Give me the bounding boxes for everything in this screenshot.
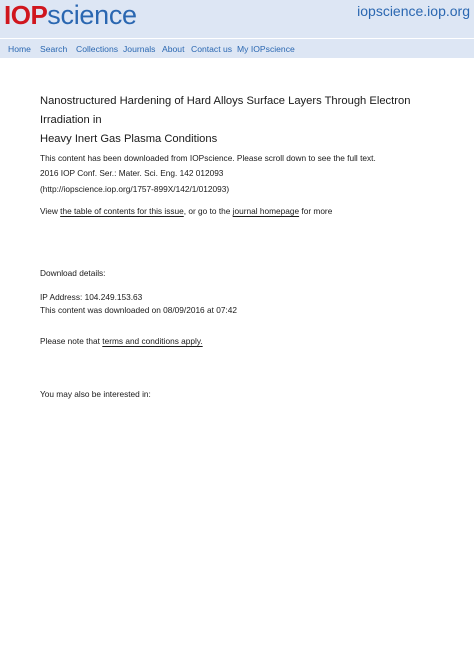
header-banner — [0, 0, 474, 38]
iopscience-logo[interactable] — [4, 2, 137, 36]
nav-contact-us[interactable]: Contact us — [191, 44, 233, 54]
view-suffix: for more — [301, 206, 333, 216]
download-timestamp: This content was downloaded on 08/09/2016 at 07:42 — [40, 305, 237, 315]
logo-science-text: science — [47, 0, 137, 30]
view-middle: , or go to the — [183, 206, 231, 216]
nav-home[interactable]: Home — [8, 44, 31, 54]
ip-address: IP Address: 104.249.153.63 — [40, 292, 143, 302]
nav-about[interactable]: About — [162, 44, 185, 54]
nav-bar — [0, 38, 474, 58]
nav-search[interactable]: Search — [40, 44, 68, 54]
view-line — [40, 206, 332, 216]
download-details-heading: Download details: — [40, 268, 106, 278]
nav-journals[interactable]: Journals — [123, 44, 156, 54]
article-url: (http://iopscience.iop.org/1757-899X/142/1/012093) — [40, 184, 230, 194]
terms-prefix: Please note that — [40, 336, 100, 346]
toc-link[interactable]: the table of contents for this issue — [60, 206, 184, 216]
citation-line: 2016 IOP Conf. Ser.: Mater. Sci. Eng. 142 012093 — [40, 168, 224, 178]
terms-line — [40, 336, 203, 346]
view-prefix: View — [40, 206, 58, 216]
logo-iop-text: IOP — [4, 0, 48, 30]
site-home-link[interactable]: iopscience.iop.org — [357, 3, 470, 19]
terms-link[interactable]: terms and conditions apply. — [102, 336, 203, 346]
title-line-1: Nanostructured Hardening of Hard Alloys Surface Layers Through Electron Irradiation in — [40, 95, 411, 126]
journal-homepage-link[interactable]: journal homepage — [232, 206, 300, 216]
nav-collections[interactable]: Collections — [76, 44, 119, 54]
download-notice: This content has been downloaded from IOPscience. Please scroll down to see the full text. — [40, 153, 376, 163]
also-interested: You may also be interested in: — [40, 389, 151, 399]
title-line-2: Heavy Inert Gas Plasma Conditions — [40, 133, 218, 145]
article-title — [40, 92, 460, 149]
nav-my-iopscience[interactable]: My IOPscience — [237, 44, 295, 54]
